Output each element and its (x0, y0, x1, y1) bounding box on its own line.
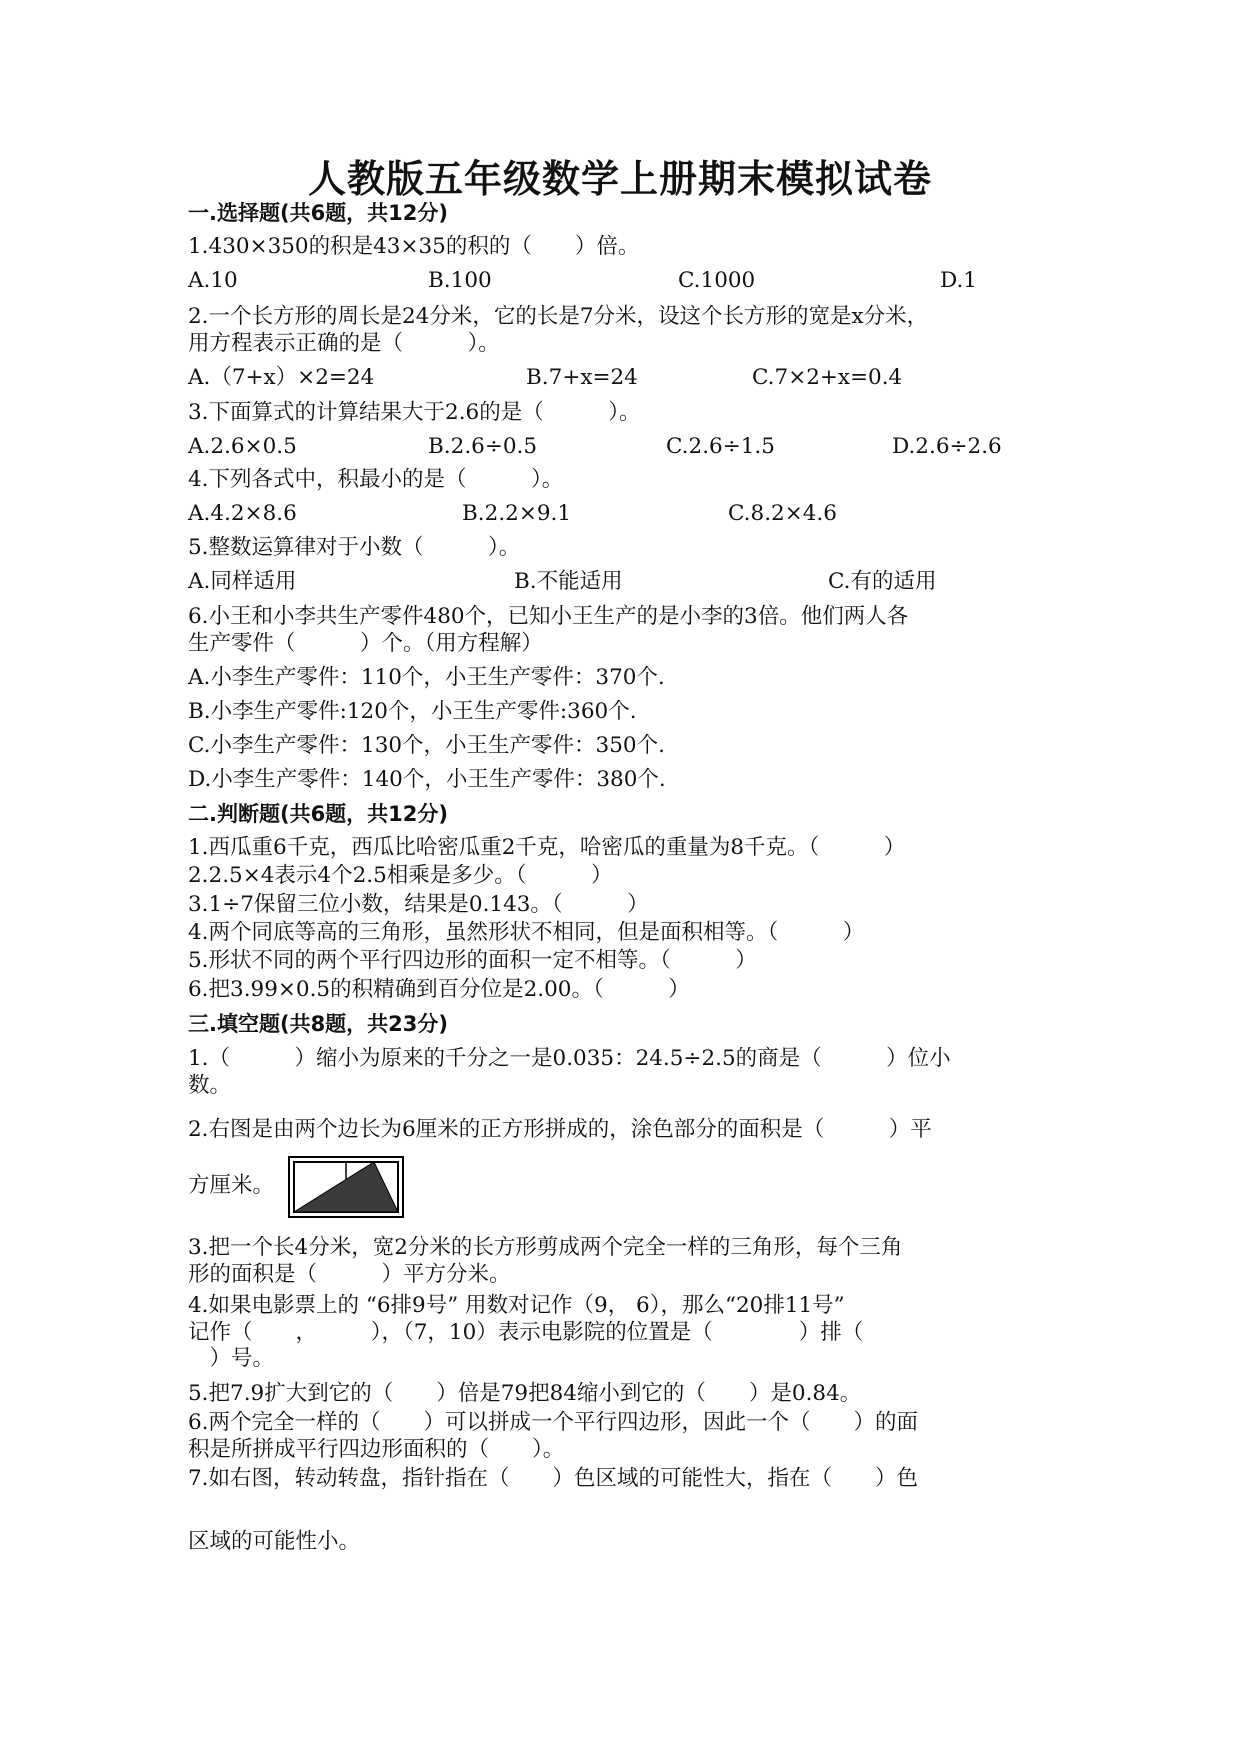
judgement-item: 5.形状不同的两个平行四边形的面积一定不相等。（ ） (188, 948, 757, 973)
fill-question-cont: 记作（ ， ），（7，10）表示电影院的位置是（ ）排（ (188, 1320, 864, 1345)
exam-title: 人教版五年级数学上册期末模拟试卷 (307, 156, 932, 201)
option-b: B.7+x=24 (526, 365, 638, 390)
option-b: B.2.2×9.1 (462, 501, 572, 526)
question-stem: 4.下列各式中，积最小的是（ ）。 (188, 467, 564, 492)
option-a: A.同样适用 (188, 569, 297, 594)
judgement-item: 3.1÷7保留三位小数，结果是0.143。（ ） (188, 892, 649, 917)
option-b: B.小李生产零件:120个，小王生产零件:360个. (188, 699, 637, 724)
judgement-item: 6.把3.99×0.5的积精确到百分位是2.00。（ ） (188, 977, 690, 1002)
option-b: B.2.6÷0.5 (428, 434, 538, 459)
two-squares-shaded-figure (288, 1156, 404, 1223)
option-a: A.小李生产零件：110个，小王生产零件：370个. (188, 665, 665, 690)
option-c: C.2.6÷1.5 (666, 434, 775, 459)
option-a: A.（7+x）×2=24 (188, 365, 375, 390)
fill-question-cont: 数。 (188, 1073, 232, 1098)
option-a: A.4.2×8.6 (188, 501, 297, 526)
option-c: C.7×2+x=0.4 (752, 365, 903, 390)
option-c: C.8.2×4.6 (728, 501, 837, 526)
option-c: C.1000 (678, 268, 756, 293)
fill-question-cont: 积是所拼成平行四边形面积的（ ）。 (188, 1437, 565, 1462)
fill-question-cont: ）号。 (188, 1346, 275, 1371)
option-a: A.10 (188, 268, 238, 293)
question-stem: 3.下面算式的计算结果大于2.6的是（ ）。 (188, 400, 641, 425)
fill-question-cont: 区域的可能性小。 (188, 1529, 361, 1554)
option-b: B.100 (428, 268, 492, 293)
fill-question: 2.右图是由两个边长为6厘米的正方形拼成的，涂色部分的面积是（ ）平 (188, 1117, 932, 1142)
question-stem-cont: 用方程表示正确的是（ ）。 (188, 331, 500, 356)
fill-question: 1.（ ）缩小为原来的千分之一是0.035：24.5÷2.5的商是（ ）位小 (188, 1046, 951, 1071)
judgement-item: 1.西瓜重6千克，西瓜比哈密瓜重2千克，哈密瓜的重量为8千克。（ ） (188, 835, 906, 860)
fill-question: 7.如右图，转动转盘，指针指在（ ）色区域的可能性大，指在（ ）色 (188, 1466, 919, 1491)
option-a: A.2.6×0.5 (188, 434, 297, 459)
section-heading-fill: 三.填空题(共8题，共23分) (188, 1012, 449, 1036)
section-heading-judgement: 二.判断题(共6题，共12分) (188, 802, 449, 826)
fill-question: 6.两个完全一样的（ ）可以拼成一个平行四边形，因此一个（ ）的面 (188, 1410, 919, 1435)
option-d: D.小李生产零件：140个，小王生产零件：380个. (188, 767, 666, 792)
question-stem: 6.小王和小李共生产零件480个，已知小王生产的是小李的3倍。他们两人各 (188, 604, 909, 629)
judgement-item: 2.2.5×4表示4个2.5相乘是多少。（ ） (188, 863, 613, 888)
fill-question-cont: 形的面积是（ ）平方分米。 (188, 1262, 511, 1287)
option-c: C.有的适用 (828, 569, 937, 594)
fill-question: 3.把一个长4分米，宽2分米的长方形剪成两个完全一样的三角形，每个三角 (188, 1235, 903, 1260)
option-d: D.1 (940, 268, 977, 293)
option-b: B.不能适用 (514, 569, 623, 594)
question-stem: 1.430×350的积是43×35的积的（ ）倍。 (188, 234, 640, 259)
question-stem: 5.整数运算律对于小数（ ）。 (188, 535, 521, 560)
option-d: D.2.6÷2.6 (892, 434, 1002, 459)
judgement-item: 4.两个同底等高的三角形，虽然形状不相同，但是面积相等。（ ） (188, 920, 865, 945)
fill-question-cont: 方厘米。 (188, 1173, 275, 1198)
section-heading-choice: 一.选择题(共6题，共12分) (188, 201, 449, 225)
question-stem: 2.一个长方形的周长是24分米，它的长是7分米，设这个长方形的宽是x分米， (188, 304, 929, 329)
fill-question: 4.如果电影票上的 “6排9号” 用数对记作（9， 6），那么“20排11号” (188, 1293, 845, 1318)
option-c: C.小李生产零件：130个，小王生产零件：350个. (188, 733, 665, 758)
question-stem-cont: 生产零件（ ）个。（用方程解） (188, 631, 543, 656)
fill-question: 5.把7.9扩大到它的（ ）倍是79把84缩小到它的（ ）是0.84。 (188, 1381, 862, 1406)
